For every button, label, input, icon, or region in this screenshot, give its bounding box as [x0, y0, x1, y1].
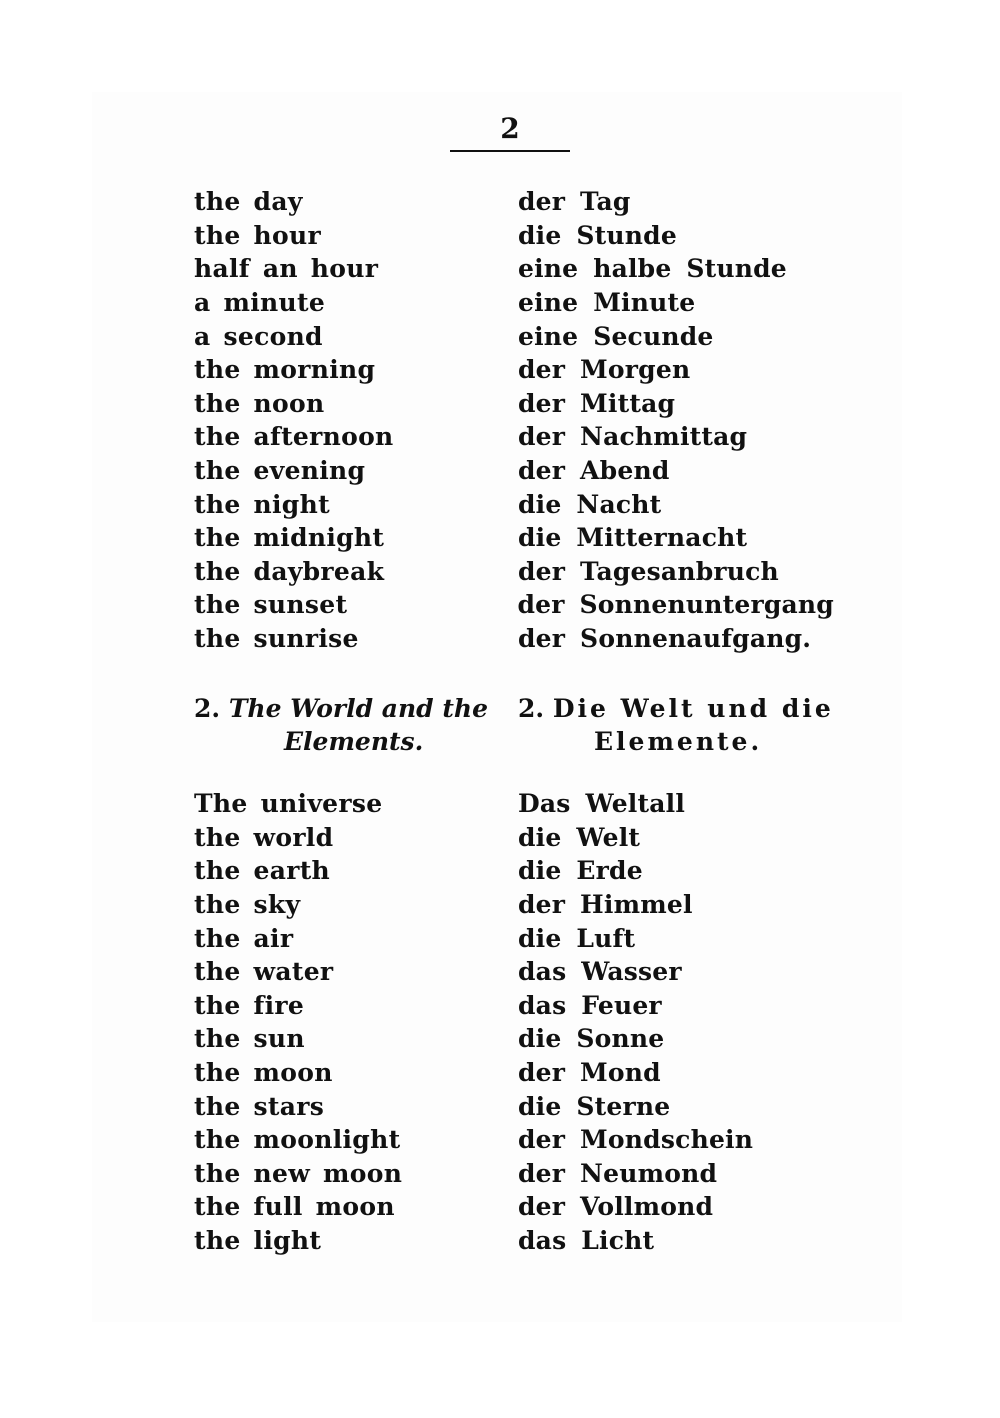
german-term: das Feuer [518, 990, 662, 1020]
vocab-row [194, 185, 834, 219]
vocab-row [194, 854, 834, 888]
vocab-row [194, 521, 834, 555]
english-term: the new moon [194, 1158, 403, 1188]
german-term: das Licht [518, 1226, 655, 1256]
vocab-row [194, 420, 834, 454]
vocabulary-list-time [194, 185, 834, 655]
english-term: the air [194, 923, 294, 953]
vocab-row [194, 1089, 834, 1123]
german-term: die Nacht [518, 489, 662, 519]
english-term: half an hour [194, 254, 379, 284]
section-number: 2. [194, 694, 221, 723]
german-term: die Welt [518, 822, 641, 852]
vocab-row [194, 487, 834, 521]
german-term: der Neumond [518, 1158, 718, 1188]
english-term: the midnight [194, 523, 385, 553]
german-term: die Sonne [518, 1024, 665, 1054]
german-term: eine Secunde [518, 321, 714, 351]
german-term: der Sonnenuntergang [517, 590, 834, 620]
german-term: der Sonnenaufgang. [518, 624, 812, 654]
german-term: der Morgen [518, 355, 691, 385]
german-term: der Mond [518, 1058, 661, 1088]
vocab-row [194, 588, 834, 622]
vocab-row [194, 989, 834, 1023]
english-term: the day [194, 187, 303, 217]
vocab-row [194, 353, 834, 387]
german-term: die Sterne [518, 1091, 671, 1121]
english-term: the morning [194, 355, 376, 385]
german-term: der Tag [518, 187, 631, 217]
english-term: The universe [194, 789, 383, 819]
vocab-row [194, 1056, 834, 1090]
page-number: 2 [500, 112, 520, 145]
english-term: the sunset [194, 590, 348, 620]
vocab-row [194, 888, 834, 922]
page-number-rule [450, 150, 570, 152]
vocabulary-list-world-elements [194, 787, 834, 1257]
vocab-row [194, 1123, 834, 1157]
section-title-line-1: The World and the [228, 694, 488, 723]
german-term: die Stunde [518, 220, 677, 250]
english-term: a minute [194, 288, 326, 318]
english-term: the noon [194, 388, 325, 418]
section-title-line-2: Elemente. [594, 727, 763, 756]
english-term: the world [194, 822, 334, 852]
english-term: the water [194, 957, 334, 987]
english-term: the earth [194, 856, 331, 886]
vocab-row [194, 622, 834, 656]
vocab-row [194, 454, 834, 488]
vocab-row [194, 787, 834, 821]
vocab-row [194, 821, 834, 855]
german-term: das Wasser [518, 957, 682, 987]
english-term: the sun [194, 1024, 305, 1054]
german-term: der Tagesanbruch [518, 556, 779, 586]
german-term: eine halbe Stunde [518, 254, 787, 284]
english-term: the light [194, 1226, 322, 1256]
english-term: the moon [194, 1058, 333, 1088]
english-term: the hour [194, 220, 321, 250]
english-term: the afternoon [194, 422, 394, 452]
english-term: the sky [194, 890, 301, 920]
german-term: eine Minute [518, 288, 696, 318]
section-heading-english [194, 692, 514, 758]
vocab-row [194, 1022, 834, 1056]
section-heading-german [518, 692, 858, 758]
vocab-row [194, 921, 834, 955]
vocab-row [194, 219, 834, 253]
german-term: die Luft [518, 923, 636, 953]
english-term: the stars [194, 1091, 325, 1121]
vocab-row [194, 319, 834, 353]
german-term: der Mondschein [518, 1125, 754, 1155]
german-term: der Nachmittag [518, 422, 748, 452]
vocab-row [194, 1157, 834, 1191]
german-term: der Abend [518, 456, 670, 486]
german-term: der Mittag [518, 388, 676, 418]
vocab-row [194, 555, 834, 589]
english-term: a second [194, 321, 323, 351]
vocab-row [194, 1190, 834, 1224]
vocab-row [194, 286, 834, 320]
section-heading [194, 692, 854, 762]
vocab-row [194, 387, 834, 421]
english-term: the daybreak [194, 556, 385, 586]
english-term: the moonlight [194, 1125, 401, 1155]
section-title-line-2: Elements. [284, 727, 424, 756]
english-term: the fire [194, 990, 305, 1020]
english-term: the full moon [194, 1192, 395, 1222]
german-term: Das Weltall [518, 789, 686, 819]
vocab-row [194, 1224, 834, 1258]
german-term: der Himmel [518, 890, 693, 920]
english-term: the night [194, 489, 330, 519]
section-title-line-1: Die Welt und die [552, 694, 834, 723]
english-term: the sunrise [194, 624, 359, 654]
german-term: die Erde [518, 856, 643, 886]
german-term: die Mitternacht [518, 523, 748, 553]
english-term: the evening [194, 456, 366, 486]
german-term: der Vollmond [518, 1192, 714, 1222]
section-number: 2. [518, 694, 545, 723]
vocab-row [194, 955, 834, 989]
vocab-row [194, 252, 834, 286]
